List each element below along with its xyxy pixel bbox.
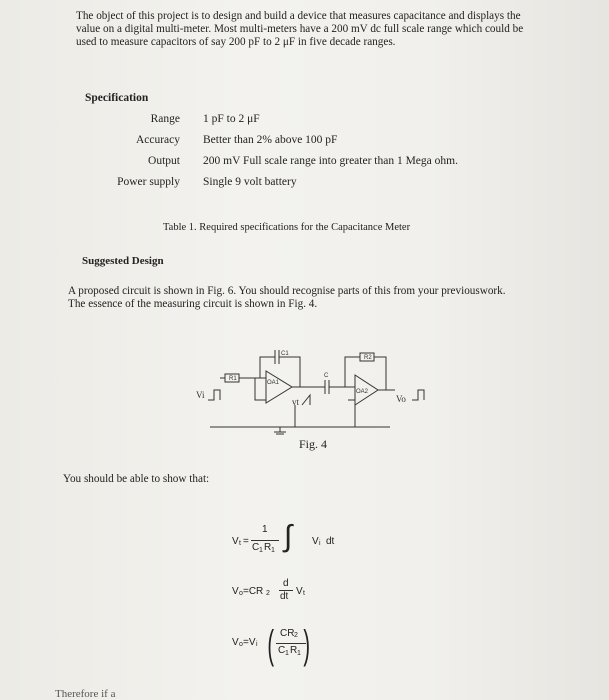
output-waveform-icon [412, 390, 424, 400]
spec-value: 1 pF to 2 μF [203, 113, 260, 125]
equation-2: V o =CR 2 d dt V t [232, 578, 305, 602]
ramp-waveform-icon [302, 395, 310, 405]
c-label: C [324, 373, 329, 379]
spec-label: Power supply [117, 176, 180, 188]
equation-3: V o =V i ( ) CR 2 C 1 R 1 [232, 625, 332, 670]
cut-off-text: Therefore if a [55, 688, 116, 700]
c-capacitor-icon [325, 380, 329, 394]
suggested-design-heading: Suggested Design [82, 255, 164, 267]
oa1-opamp-icon [266, 371, 292, 403]
c1-capacitor-icon [275, 350, 279, 364]
vo-label: Vo [396, 394, 406, 404]
spec-value: 200 mV Full scale range into greater than 1 Mega ohm. [203, 155, 458, 167]
equation-1: V t = 1 C 1 R 1 ∫ V i dt [232, 520, 335, 554]
parenthesis-frame: ( ) [267, 623, 310, 667]
vi-label: Vi [196, 390, 205, 400]
show-that-text: You should be able to show that: [63, 473, 210, 485]
figure-label: Fig. 4 [299, 437, 328, 451]
spec-label: Range [150, 113, 180, 125]
table-caption: Table 1. Required specifications for the Capacitance Meter [163, 222, 411, 233]
specification-heading: Specification [85, 92, 149, 104]
spec-value: Single 9 volt battery [203, 176, 297, 188]
oa2-label: OA2 [356, 389, 369, 395]
input-waveform-icon [208, 390, 220, 400]
spec-label: Output [148, 155, 180, 167]
circuit-diagram [180, 345, 440, 445]
spec-value: Better than 2% above 100 pF [203, 134, 338, 146]
suggested-design-paragraph: A proposed circuit is shown in Fig. 6. You should recognise parts of this from your previouswork. The essence of the measuring circuit is shown in Fig. 4. [68, 285, 506, 310]
c1-label: C1 [281, 351, 289, 357]
spec-label: Accuracy [135, 134, 180, 146]
intro-paragraph: The object of this project is to design and build a device that measures capacitance and displays the value on a digital multi-meter. Most multi-meters have a 200 mV dc full scale range which could be used to measure capacitors of say 200 pF to 2 μF in five decade ranges. [76, 10, 524, 49]
vt-label: vt [292, 397, 300, 407]
r2-label: R2 [364, 355, 372, 361]
r1-label: R1 [229, 376, 237, 382]
oa1-label: OA1 [267, 380, 280, 386]
ground-icon [274, 427, 286, 434]
